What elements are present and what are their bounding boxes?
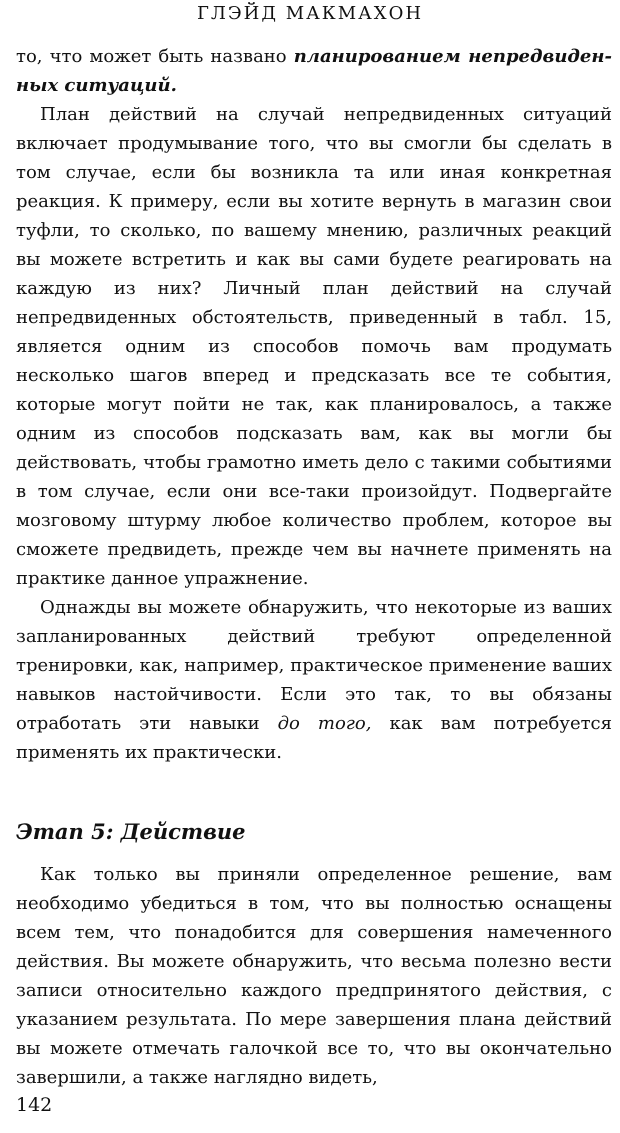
paragraph-training [16,593,612,767]
body-text [16,42,612,767]
paragraph-contingency-plan: План действий на случай непредвиденных ситуаций включает продумывание того, что вы смогли бы сделать в том случае, если бы возникла та или иная конкретная реакция. К примеру, если вы хотите вернуть в магазин свои туфли, то сколько, по вашему мнению, различных реакций вы можете встретить и как вы сами будете реагировать на каждую из них? Личный план действий на случай непредвиденных обстоятельств, приведенный в табл. 15, является одним из способов помочь вам продумать несколько шагов вперед и предсказать все те события, которые могут пойти не так, как планировалось, а также одним из способов подсказать вам, как вы могли бы действовать, чтобы грамотно иметь дело с такими событиями в том случае, если они все-таки произойдут. Подвергайте мозговому штурму любое количество проблем, которое вы сможете предвидеть, прежде чем вы начнете применять на практике данное упражнение. [16,104,612,589]
page-number: 142 [16,1094,53,1116]
paragraph-lead: то, что может быть названо [16,46,294,67]
emphasis-term: планированием непредвиденных ситуаций. [16,46,612,96]
section-paragraph: Как только вы приняли определенное решение, вам необходимо убедиться в том, что вы полностью оснащены всем тем, что понадобится для совершения намеченного действия. Вы можете обнаружить, что весьма полезно вести записи относительно каждого предпринятого действия, с указанием результата. По мере завершения плана действий вы можете отмечать галочкой все то, что вы окончательно завершили, а также наглядно видеть, [16,864,612,1088]
section-heading: Этап 5: Действие [16,819,246,844]
emphasis-phrase: до того, [277,713,372,734]
running-head: ГЛЭЙД МАКМАХОН [196,3,424,24]
paragraph-tail: как вам потребуется применять их практически. [16,713,612,763]
paragraph-lead: Однажды вы можете обнаружить, что некоторые из ваших запланированных действий требуют определенной тренировки, как, например, практическое применение ваших навыков настойчивости. Если это так, то вы обязаны отработать эти навыки [16,597,612,734]
paragraph-continuation [16,42,612,100]
